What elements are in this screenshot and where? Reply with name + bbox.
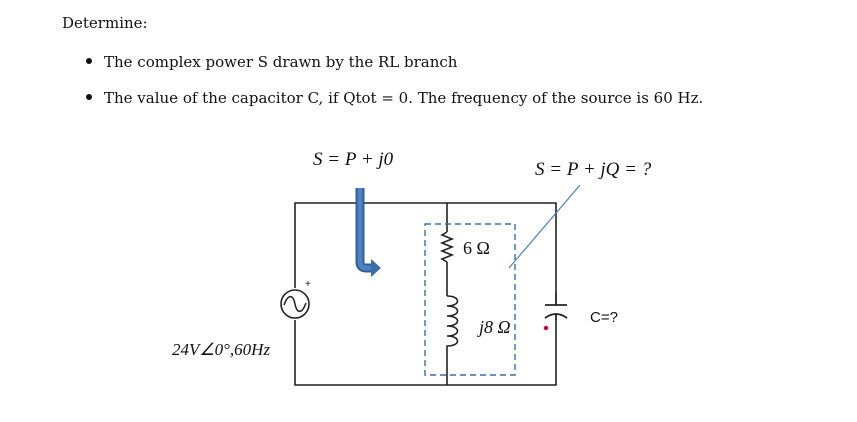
problem-heading: Determine:	[62, 14, 148, 32]
total-power-pointer	[509, 185, 580, 268]
inductor-icon	[447, 296, 458, 360]
resistor-label: 6 Ω	[463, 238, 490, 258]
ac-source-icon	[281, 290, 309, 318]
inductor-label: j8 Ω	[479, 317, 511, 337]
source-label: 24V∠0°,60Hz	[172, 340, 271, 359]
capacitor-label: C=?	[590, 309, 618, 326]
resistor-icon	[442, 232, 452, 262]
power-arrow-icon	[360, 188, 381, 277]
rl-power-label: S = P + j0	[313, 149, 394, 170]
total-power-label: S = P + jQ = ?	[535, 159, 652, 180]
capacitor-dot	[544, 326, 548, 330]
bullet-text: The complex power S drawn by the RL branch	[104, 53, 458, 71]
capacitor-icon	[545, 292, 567, 320]
source-polarity: +	[305, 279, 311, 290]
bullet-text: The value of the capacitor C, if Qtot = 0. The frequency of the source is 60 Hz.	[104, 89, 704, 107]
